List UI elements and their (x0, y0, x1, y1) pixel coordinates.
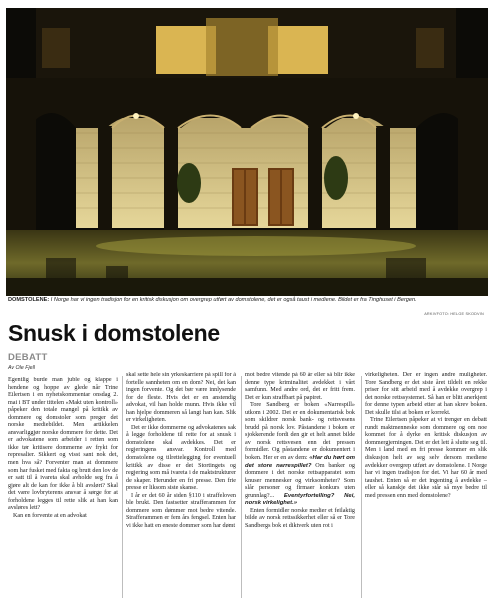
paragraph-with-quote (245, 402, 355, 508)
paragraph: Enten formidler norske medier et feilaktig bilde av norsk rettssikkerhet eller så er Tore Sandbergs bok et diktverk uten rot i (245, 507, 355, 529)
caption-lead: DOMSTOLENE: (8, 297, 50, 303)
caption-body: I Norge har vi ingen tradisjon for en kritisk diskusjon om overgrep utført av domstolene, det er også taust i mediene. Bildet er fra Tinghuset i Bergen. (49, 297, 417, 303)
column-divider (241, 376, 242, 598)
article-column-1 (8, 377, 118, 598)
column-divider (122, 376, 123, 598)
paragraph: Kan en forvente at en advokat (13, 512, 87, 519)
paragraph: Det er ikke dommerne og advokatenes sak å legge forholdene til rette for at snusk i domstolene skal avdekkes. Det er regjeringens ansvar. Kontroll med domstolene og tilrettelegging for eventuell kritikk av disse er det Stortingets og regjering som må ivareta i de maktstrukturer de skaper. Herunder en fri presse. Den frie presse er liksom siste skanse. (126, 424, 236, 492)
courtroom-arcade-photo (6, 8, 488, 296)
paragraph: Egentlig burde man juble og klappe i hendene og hoppe av glede når Trine Eilertsen i en nyhetskommentar onsdag 2. mai i BT under tittelen «Makt uten kontroll» påpeker den totale mangel på kritikk av dommere og domstoler som preger det norske mediebildet. Men artikkelen ansvarliggjør norske dommere for dette. Det er advokatene som arbeider i retten som ikke tør kritisere dommerne av frykt for represalier. Sikkert og visst sant nok det, men hva så? Forventer man at dommere som har fusket med fakta og brutt den lov de er satt til å ivareta skal avholde seg fra å gjøre alt de kan for ikke å bli avslørt? Skal det være lovbryterens ansvar å sørge for at forholdene legges til rette slik at han kan avsløres lett? (8, 377, 118, 512)
section-kicker: DEBATT (8, 352, 48, 363)
paragraph-text: Tore Sandberg er boken «Narrespill» utkom i 2002. Det er en dokumentarisk bok som skildrer norsk bank- og rettsvesens brudd på norsk lov. Påstandene i boken er sjokkerende fordi den gir et helt annet bilde av norsk rettsvesen enn det pressen formidler. Og påstandene er dokumentert i boken. Her er en av dem: (245, 402, 355, 462)
article-headline: Snusk i domstolene (8, 320, 220, 346)
pull-quote: Eventyrfortelling? Nei, norsk virkelighet.» (245, 492, 355, 507)
paragraph: I år er det 60 år siden §110 i straffeloven ble brukt. Den fastsetter strafferammen for dommere som dømmer mot bedre vitende. Strafferammen er fem års fengsel. Enten har vi ikke hatt en eneste dommer som har dømt (126, 492, 236, 529)
paragraph: mot bedre vitende på 60 år eller så blir ikke denne type kriminalitet avdekket i vårt samfunn. Med andre ord, det er fritt frem. Det er kun straffbart på papiret. (245, 372, 355, 401)
column-divider (361, 376, 362, 598)
pull-quote: «Har du hørt om det store narrespillet? (245, 455, 355, 469)
paragraph: virkeligheten. Der er ingen andre muligheter. Tore Sandberg er det siste året tildelt en rekke priser for sitt arbeid med å avdekke overgrep i det norske rettssystemet. Så han er blitt anerkjent for denne typen arbeid etter at han skrev boken. Det skulle tilsi at boken er korrekt. (365, 372, 487, 416)
paragraph: Trine Eilertsen påpeker at vi trenger en debatt rundt maktmenneske som dommere og om noe kommet for å dyrke en kritisk diskusjon av dommergjerningen. Det er det lett å slutte seg til. Men i land med en fri presse kommer en slik diskusjon helt av seg selv dersom mediene avdekker overgrep utført av domstolene. I Norge har vi ingen tradisjon for det. Vi har 60 år med taushet. Enten så er det ingenting å avdekke – eller så kanskje det ikke står så mye bedre til med pressen enn med domstolene? (365, 417, 487, 499)
byline: Av Ole Fjell (8, 365, 35, 371)
courtroom-photo (6, 8, 488, 296)
paragraph-text: Om banker og dommere i det norske rettsapparatet som knuser mennesker og virksomheter? Som slår personer og firmaer konkurs uten grunnlag?... (245, 462, 355, 499)
photo-caption (8, 297, 486, 304)
paragraph: skal sette hele sin yrkeskarriere på spill for å fortelle sannheten om en dom? Nei, det kan ingen forvente. Og det bør være innlysende for de fleste. Hvis det er en anstendig advokat, vil han holde munn. Hvis ikke vil han hjelpe dommeren så langt han kan. Slik er virkeligheten. (126, 372, 236, 424)
article-column-4 (365, 372, 487, 598)
photo-credit: ARKIVFOTO: HELGE SKODVIN (424, 312, 484, 316)
article-column-3 (245, 372, 355, 598)
article-column-2 (126, 372, 236, 598)
